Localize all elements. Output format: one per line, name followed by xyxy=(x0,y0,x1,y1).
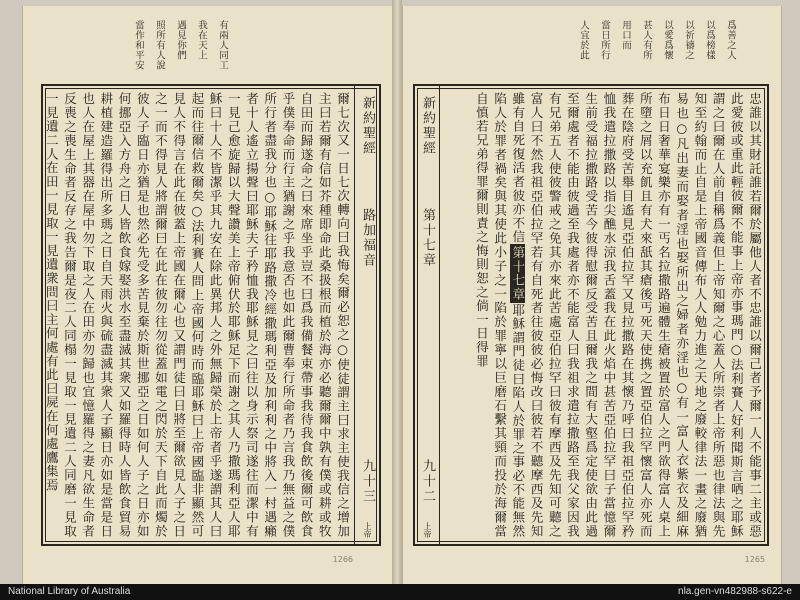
right-margin-notes xyxy=(578,20,736,82)
chapter-heading-highlight: 第十七章 xyxy=(510,245,526,302)
margin-note: 當日所行 xyxy=(599,20,610,60)
body-text-part: 耶穌謂門徒曰陷人於罪之事必不能無然陷人於罪者禍矣與其使此小子之一陷於罪寧以巨磨石繫其頸而投於海爾當自慎若兄弟得罪爾則責之悔則恕之倘一日得罪 xyxy=(473,92,526,538)
body-text-part: 忠誰以其財託誰若爾於屬他人者不忠誰以爾己者予爾一人不能事二主或惡此愛彼或重此輕彼爾不能事上帝亦事瑪門○法利賽人好利聞斯言哂之耶穌謂之曰爾在人前自稱爲義但上帝知爾之心蓋人所崇者上帝所惡也律法與先知至約翰而止自是上帝國音傳布人人勉力進之天地之廢較律法一畫之廢猶易也○凡出妻而娶者淫也娶所出之婦者亦淫也○有一富人衣紫衣及細麻布日日奢華宴樂亦有一丐名拉撒路遍體生瘡被置於富人之門欲得富人桌上所墮之屑以充飢且有犬來舐其瘡後丐死天使携之置亞伯拉罕懷富人亦死而葬在陰府受苦舉目遙見亞伯拉罕又見拉撒路在其懷乃呼曰我祖亞伯拉罕矜恤我遣拉撒路以指尖醮水涼我舌蓋我在此火焰中甚苦亞伯拉罕曰子當憶爾生前受福拉撒路受苦今彼得慰爾反受苦且爾我之間有大壑爲定使欲由此過至爾處者不能由彼過至我處者亦不能富人曰我祖求遣拉撒路至我父家因我有兄弟五人使彼警戒之免其亦來此苦處亞伯拉罕曰彼有摩西及先知可聽之富人曰不然我祖亞伯拉罕若有自死者往彼彼必悔改曰彼若不聽摩西及先知雖有自死復活者彼亦不信 xyxy=(510,92,762,538)
margin-note: 遇見你們 xyxy=(175,20,186,60)
running-title: 新約聖經 xyxy=(360,96,375,156)
left-margin-notes xyxy=(133,20,228,82)
right-page xyxy=(402,6,782,584)
margin-note: 以爲榜樣 xyxy=(704,20,715,60)
margin-note: 用口而 xyxy=(620,20,631,50)
left-body-text: 爾七次又一日七次轉向曰我悔矣爾必恕之○使徒謂主曰求主使我信之增加主曰若爾有信如芥種即命此桑扱根而植於海亦必聽爾爾中孰有僕或耕或牧自田而歸遂命之曰來席坐乎豈不曰爲我備餐束帶事我待我食飲後爾可飲食乎僕奉命而行主猶謝之乎我意否也如此爾曹奉行所命者乃言我乃無益之僕所行者盡我分也○耶穌往耶路撒冷經撒瑪利亞及加利利之中將入一村遇癩者十人遙立揚聲曰耶穌夫子矜恤我耶穌見之曰往以身示祭司遂往而潔中有一見己愈旋歸以大聲讚美上帝俯伏於耶穌足下而謝之其人乃撒瑪利亞人耶穌曰十人不皆潔乎其九安在除此異邦人之外無歸榮於上帝者乎遂謂其人曰起而往爾信救爾矣○法利賽人問上帝國何時而臨耶穌曰上帝國臨非顯然可見人不得言在此在彼蓋上帝國在爾心也又謂門徒曰日將至爾欲見人子之日之一而不得見人將謂爾曰在此在彼勿往勿從蓋如電之閃於天下自此而燭於彼人子臨日亦猶是也然必先受多苦見棄於斯世挪亞之日如何人子之日亦如何挪亞入方舟之日人皆飲食嫁娶洪水至盡滅其衆又如羅得時人皆飲食貿易耕植建造羅得出所多瑪之日自天雨火與硫盡滅其衆人子顯日亦如是當是日也人在屋上其器在屋中勿下取之人在田亦勿歸也宜憶羅得之妻凡欲生命者反喪之喪生命者反存之我告爾是夜二人同榻一見取一見遺二人同磨一見取一見遺二人在田一見取一見遺衆問曰主何處有此曰屍在何處鷹集焉 xyxy=(43,92,350,538)
margin-note: 爲善之人 xyxy=(725,20,736,60)
right-body-text xyxy=(443,92,763,538)
margin-note: 人宜於此 xyxy=(578,20,589,60)
archive-stamp: 1265 xyxy=(744,555,765,564)
left-header-ribbon xyxy=(354,86,379,544)
margin-note: 有兩人同工 xyxy=(217,20,228,70)
margin-note: 以祈禱之 xyxy=(683,20,694,60)
chapter-label: 第十七章 xyxy=(420,208,435,268)
right-text-frame xyxy=(413,84,769,546)
page-number: 九十三 xyxy=(360,459,375,504)
page-number: 九十二 xyxy=(420,459,435,504)
margin-note: 照所有人說 xyxy=(154,20,165,70)
left-text-frame xyxy=(41,84,381,546)
margin-note: 當作和平安 xyxy=(133,20,144,70)
margin-note: 我在天上 xyxy=(196,20,207,60)
archive-stamp: 1266 xyxy=(332,555,353,564)
footer-mark: 上帝 xyxy=(363,522,372,538)
library-footer-bar xyxy=(0,584,800,600)
right-header-ribbon xyxy=(415,86,440,544)
margin-note: 甚人有所 xyxy=(641,20,652,60)
footer-mark: 上帝 xyxy=(423,522,432,538)
book-title: 路加福音 xyxy=(360,208,375,268)
running-title: 新約聖經 xyxy=(420,96,435,156)
library-name: National Library of Australia xyxy=(8,586,131,597)
left-page xyxy=(22,6,394,584)
margin-note: 以愛爲懷 xyxy=(662,20,673,60)
record-id: nla.gen-vn482988-s622-e xyxy=(678,586,792,597)
book-gutter xyxy=(392,0,402,584)
